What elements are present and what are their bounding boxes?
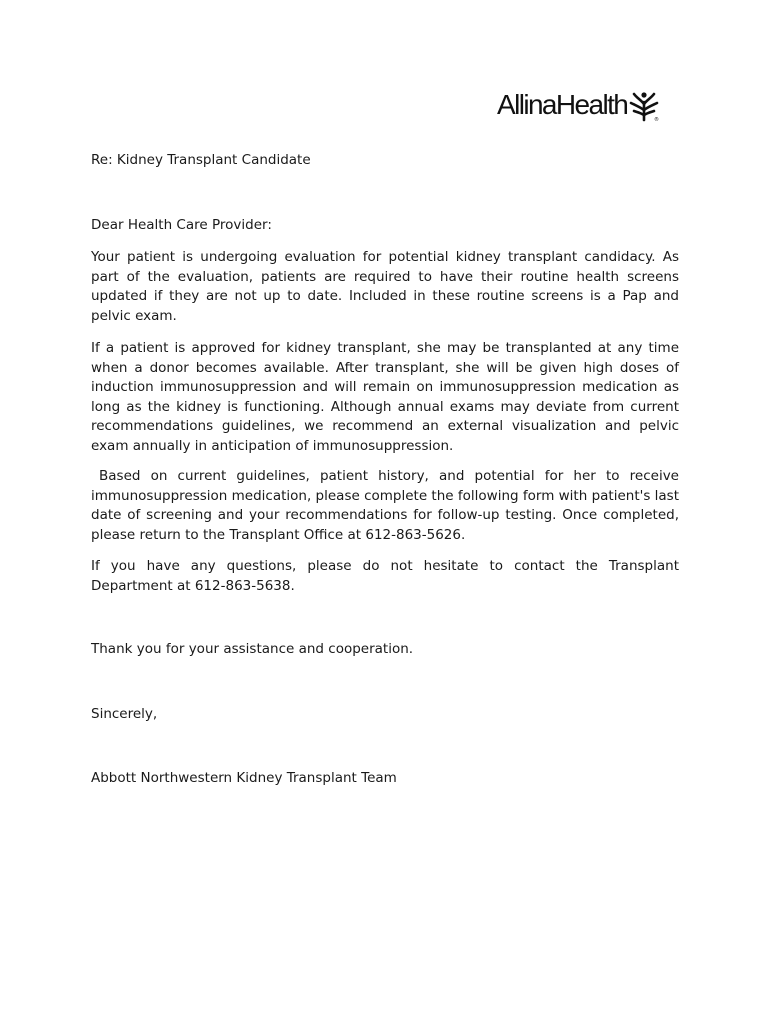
paragraph-2: If a patient is approved for kidney transplant, she may be transplanted at any time when a donor becomes available. After transplant, she will be given high doses of induction immunosuppression and will remain on immunosuppression medication as long as the kidney is functioning. Although annual exams may deviate from current recommendations guidelines, we recommend an external visualization and pelvic exam annually in anticipation of immunosuppression. — [91, 340, 679, 454]
closing: Sincerely, — [91, 706, 158, 722]
allina-tree-icon — [629, 90, 659, 122]
paragraph-3: Based on current guidelines, patient history, and potential for her to receive immunosuppression medication, please complete the following form with patient's last date of screening and your recommendations for follow-up testing. Once completed, please return to the Transplant Office at 612-863-5626. — [91, 468, 679, 543]
salutation: Dear Health Care Provider: — [91, 217, 272, 233]
signature: Abbott Northwestern Kidney Transplant Team — [91, 770, 397, 786]
paragraph-1: Your patient is undergoing evaluation for potential kidney transplant candidacy. As part of the evaluation, patients are required to have their routine health screens updated if they are not up to date. Included in these routine screens is a Pap and pelvic exam. — [91, 249, 679, 324]
svg-text:®: ® — [654, 117, 660, 122]
paragraph-4: If you have any questions, please do not hesitate to contact the Transplant Department at 612-863-5638. — [91, 558, 679, 594]
allina-health-logo — [497, 88, 659, 122]
thank-you-line: Thank you for your assistance and cooperation. — [91, 641, 414, 657]
re-line: Re: Kidney Transplant Candidate — [91, 152, 311, 168]
logo-wordmark: AllinaHealth — [497, 89, 628, 120]
